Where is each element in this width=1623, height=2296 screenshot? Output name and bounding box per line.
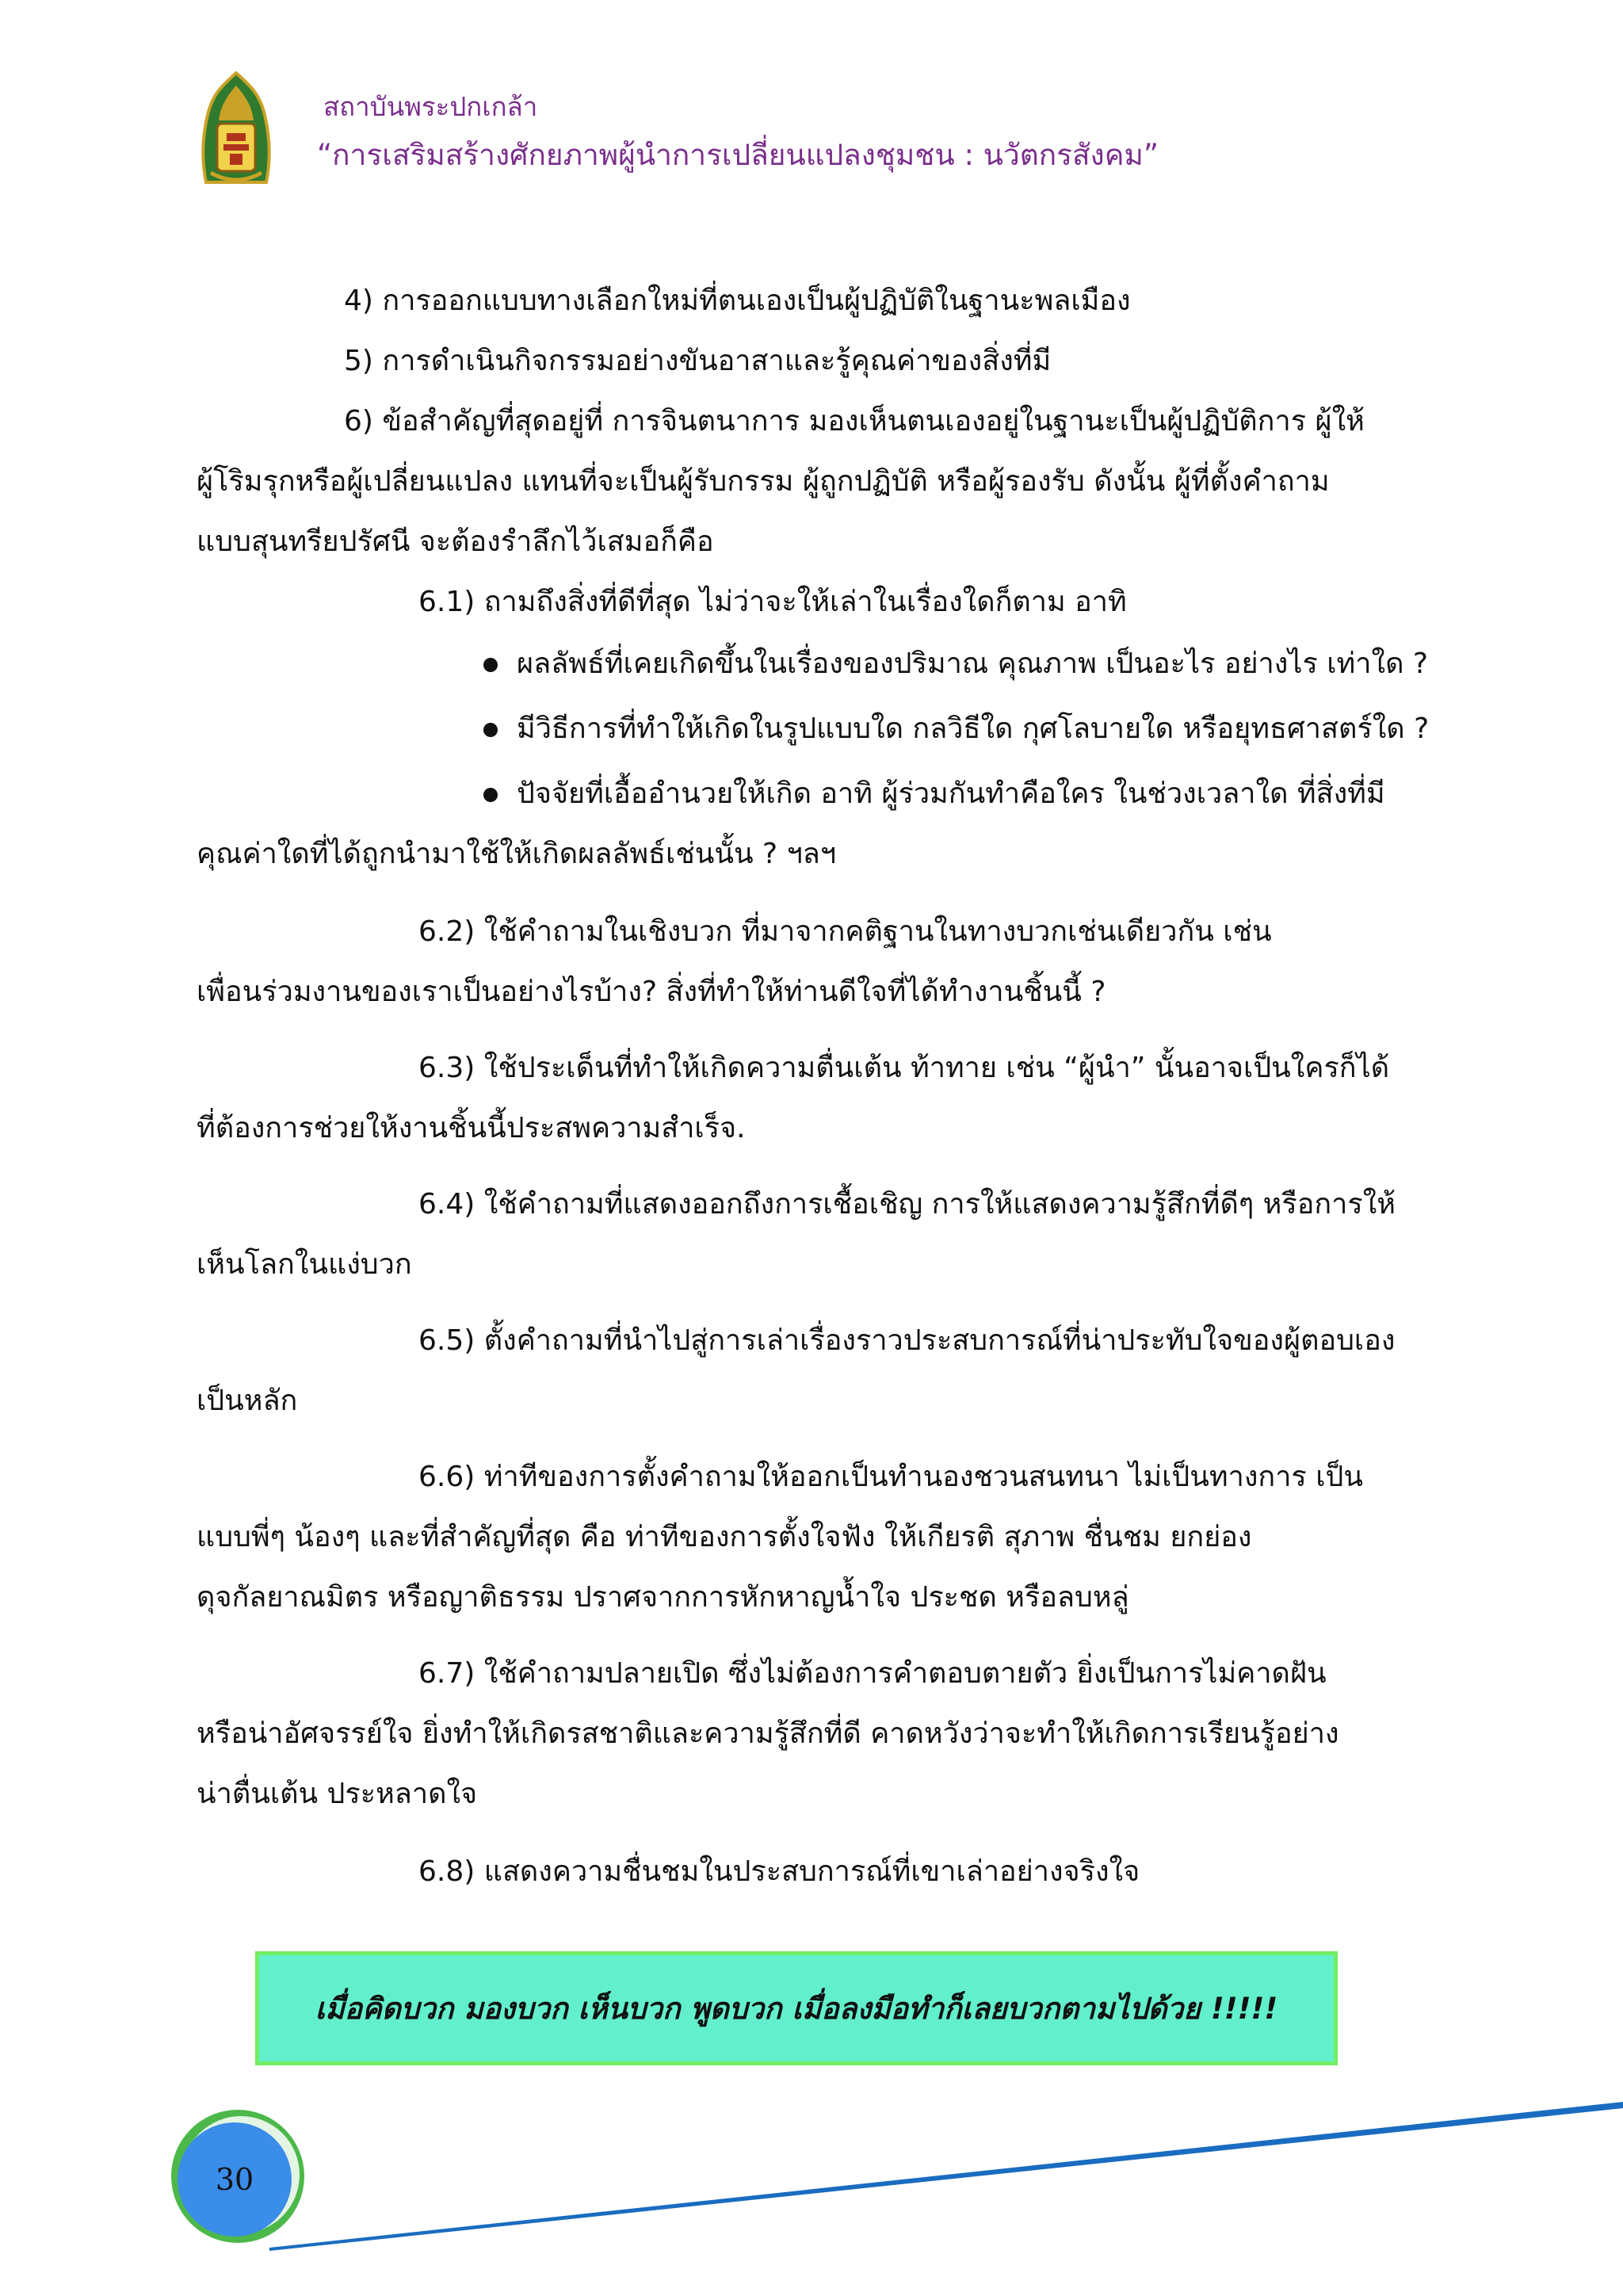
bullet-3-continuation: คุณค่าใดที่ได้ถูกนำมาใช้ให้เกิดผลลัพธ์เช่นนั้น ? ฯลฯ [197,838,837,870]
bullet-dot-icon [483,658,498,672]
bullet-text: ผลลัพธ์ที่เคยเกิดขึ้นในเรื่องของปริมาณ คุณภาพ เป็นอะไร อย่างไร เท่าใด ? [517,648,1428,680]
subitem-6-6-line2: แบบพี่ๆ น้องๆ และที่สำคัญที่สุด คือ ท่าทีของการตั้งใจฟัง ให้เกียรติ สุภาพ ชื่นชม ยกย่อง [197,1521,1252,1553]
bullet-text: ปัจจัยที่เอื้ออำนวยให้เกิด อาทิ ผู้ร่วมกันทำคือใคร ในช่วงเวลาใด ที่สิ่งที่มี [517,777,1385,810]
subitem-6-4-line2: เห็นโลกในแง่บวก [197,1248,412,1281]
subitem-6-4-line1: 6.4) ใช้คำถามที่แสดงออกถึงการเชื้อเชิญ การให้แสดงความรู้สึกที่ดีๆ หรือการให้ [418,1188,1396,1221]
callout-box [255,1951,1338,2065]
callout-text: เมื่อคิดบวก มองบวก เห็นบวก พูดบวก เมื่อลงมือทำก็เลยบวกตามไปด้วย !!!!! [315,1991,1278,2026]
list-item-4: 4) การออกแบบทางเลือกใหม่ที่ตนเองเป็นผู้ปฏิบัติในฐานะพลเมือง [344,285,1131,317]
list-item-6-line3: แบบสุนทรียปรัศนี จะต้องรำลึกไว้เสมอก็คือ [197,525,714,558]
subitem-6-6-line1: 6.6) ท่าทีของการตั้งคำถามให้ออกเป็นทำนองชวนสนทนา ไม่เป็นทางการ เป็น [418,1461,1363,1493]
bullet-item [483,640,1428,686]
bullet-item [483,770,1385,816]
subitem-6-3-line1: 6.3) ใช้ประเด็นที่ทำให้เกิดความตื่นเต้น ท้าทาย เช่น “ผู้นำ” นั้นอาจเป็นใครก็ได้ [418,1052,1390,1084]
subitem-6-7-line2: หรือน่าอัศจรรย์ใจ ยิ่งทำให้เกิดรสชาติและความรู้สึกที่ดี คาดหวังว่าจะทำให้เกิดการเรียนรู้อย่าง [197,1717,1339,1750]
subitem-6-1: 6.1) ถามถึงสิ่งที่ดีที่สุด ไม่ว่าจะให้เล่าในเรื่องใดก็ตาม อาทิ [418,586,1127,618]
subitem-6-8: 6.8) แสดงความชื่นชมในประสบการณ์ที่เขาเล่าอย่างจริงใจ [418,1855,1140,1888]
subitem-6-5-line2: เป็นหลัก [197,1385,298,1417]
institute-seal-logo [197,71,276,190]
header-institution: สถาบันพระปกเกล้า [323,91,538,122]
bullet-item [483,705,1429,751]
bullet-dot-icon [483,723,498,737]
subitem-6-2-line2: เพื่อนร่วมงานของเราเป็นอย่างไรบ้าง? สิ่งที่ทำให้ท่านดีใจที่ได้ทำงานชิ้นนี้ ? [197,976,1106,1008]
list-item-5: 5) การดำเนินกิจกรรมอย่างขันอาสาและรู้คุณค่าของสิ่งที่มี [344,345,1052,377]
page-number: 30 [215,2162,254,2197]
subitem-6-6-line3: ดุจกัลยาณมิตร หรือญาติธรรม ปราศจากการหักหาญน้ำใจ ประชด หรือลบหลู่ [197,1581,1129,1614]
bullet-dot-icon [483,788,498,802]
subitem-6-3-line2: ที่ต้องการช่วยให้งานชิ้นนี้ประสพความสำเร็จ. [197,1112,746,1144]
subitem-6-2-line1: 6.2) ใช้คำถามในเชิงบวก ที่มาจากคติฐานในทางบวกเช่นเดียวกัน เช่น [418,915,1272,948]
bullet-text: มีวิธีการที่ทำให้เกิดในรูปแบบใด กลวิธีใด กุศโลบายใด หรือยุทธศาสตร์ใด ? [517,712,1430,745]
footer-rule-line [269,2102,1623,2251]
subitem-6-7-line3: น่าตื่นเต้น ประหลาดใจ [197,1778,478,1810]
header-subtitle: “การเสริมสร้างศักยภาพผู้นำการเปลี่ยนแปลงชุมชน : นวัตกรสังคม” [317,138,1159,172]
list-item-6-line1: 6) ข้อสำคัญที่สุดอยู่ที่ การจินตนาการ มองเห็นตนเองอยู่ในฐานะเป็นผู้ปฏิบัติการ ผู้ให้ [344,405,1365,437]
subitem-6-7-line1: 6.7) ใช้คำถามปลายเปิด ซึ่งไม่ต้องการคำตอบตายตัว ยิ่งเป็นการไม่คาดฝัน [418,1657,1327,1690]
subitem-6-5-line1: 6.5) ตั้งคำถามที่นำไปสู่การเล่าเรื่องราวประสบการณ์ที่น่าประทับใจของผู้ตอบเอง [418,1324,1396,1357]
list-item-6-line2: ผู้โริมรุกหรือผู้เปลี่ยนแปลง แทนที่จะเป็นผู้รับกรรม ผู้ถูกปฏิบัติ หรือผู้รองรับ ดังนั้น ผู้ที่ตั้งคำถาม [197,465,1330,498]
